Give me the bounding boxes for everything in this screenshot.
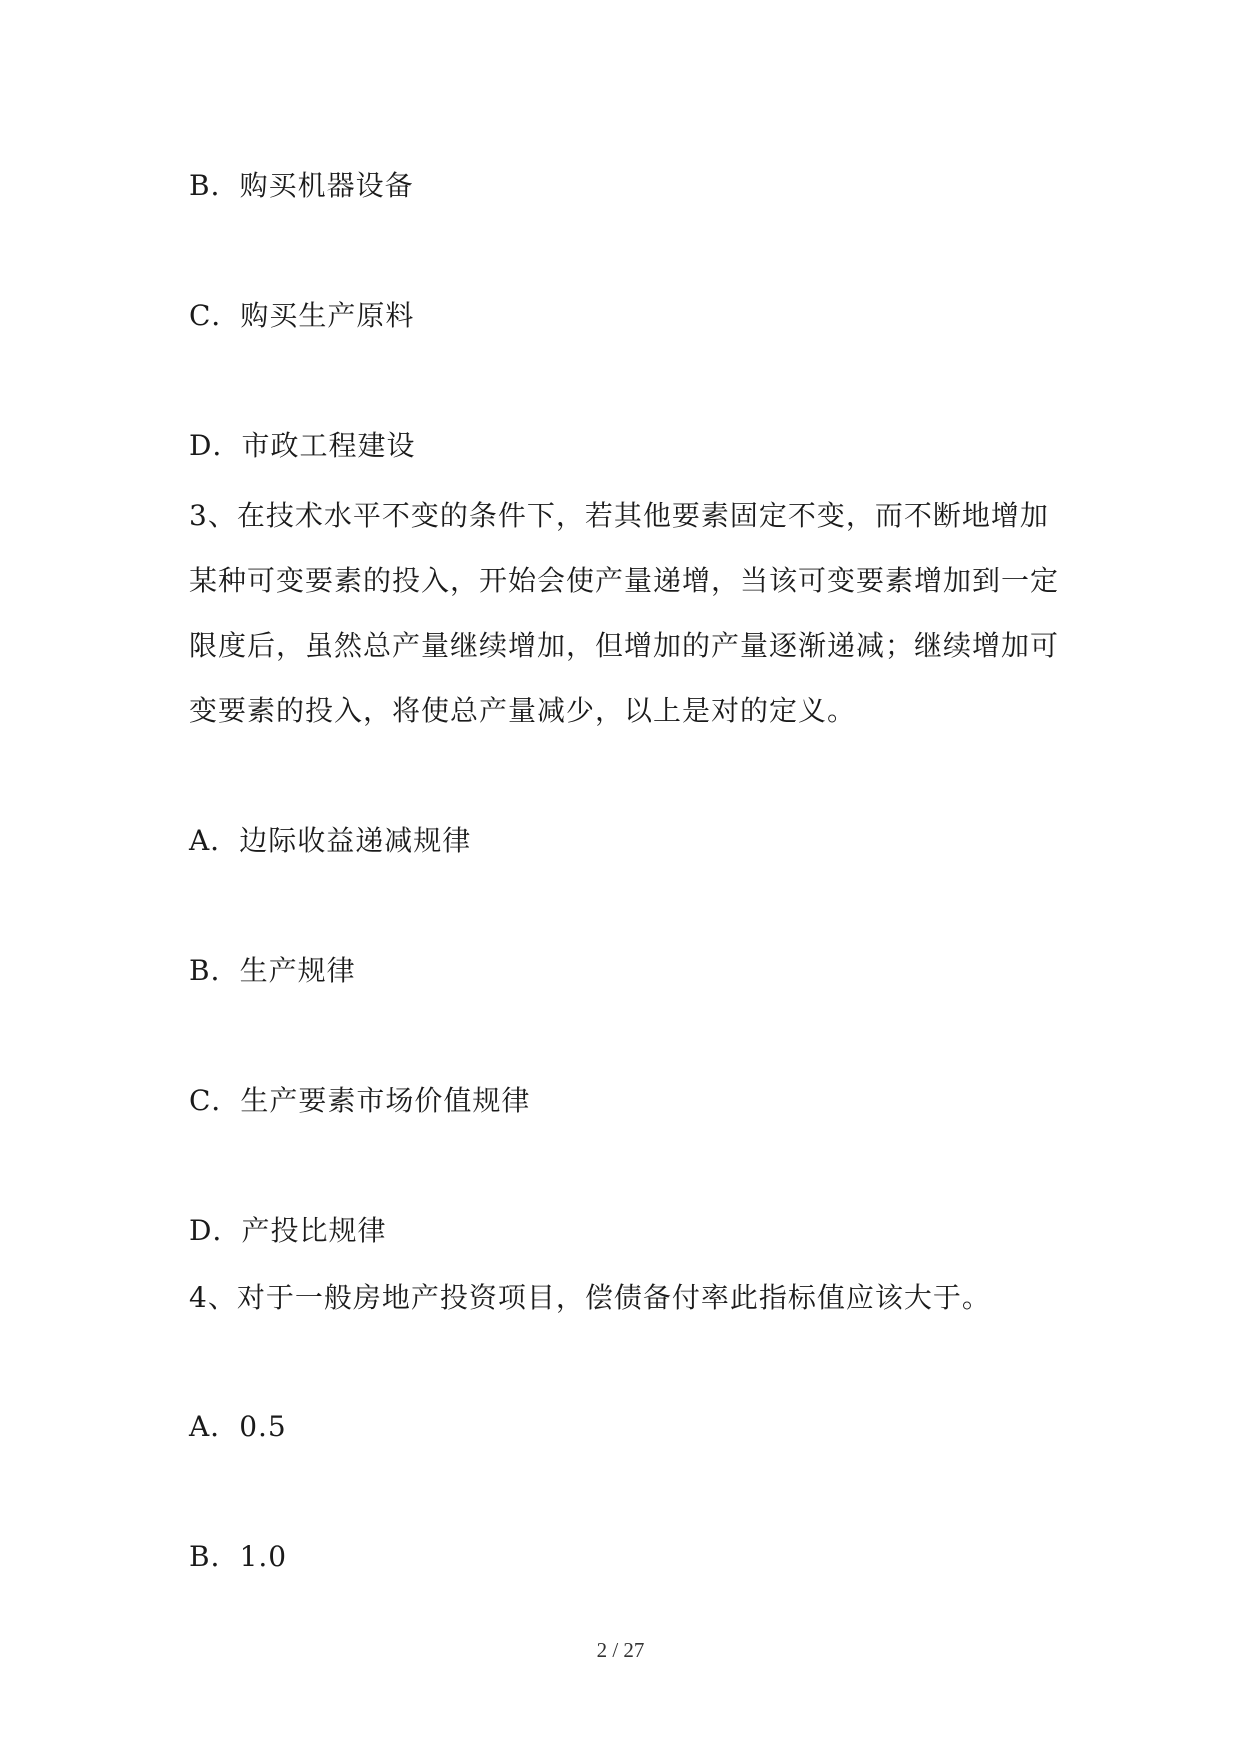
q3-option-a: A．边际收益递减规律 [189, 824, 472, 857]
q3-option-b: B．生产规律 [189, 954, 356, 987]
q3-stem: 3、在技术水平不变的条件下，若其他要素固定不变，而不断地增加某种可变要素的投入，开始会使产量递增，当该可变要素增加到一定限度后，虽然总产量继续增加，但增加的产量逐渐递减；继续增加可变要素的投入，将使总产量减少，以上是对的定义。 [189, 499, 1060, 727]
q3-option-d: D．产投比规律 [189, 1214, 387, 1247]
q2-option-b: B．购买机器设备 [189, 169, 414, 202]
q4-option-a: A．0.5 [189, 1410, 287, 1443]
q4-stem: 4、对于一般房地产投资项目，偿债备付率此指标值应该大于。 [189, 1281, 991, 1314]
q3-option-c: C．生产要素市场价值规律 [189, 1084, 531, 1117]
q2-option-c: C．购买生产原料 [189, 299, 415, 332]
q4-option-b: B．1.0 [189, 1540, 288, 1573]
q2-option-d: D．市政工程建设 [189, 429, 416, 462]
page-number: 2 / 27 [596, 1638, 645, 1662]
